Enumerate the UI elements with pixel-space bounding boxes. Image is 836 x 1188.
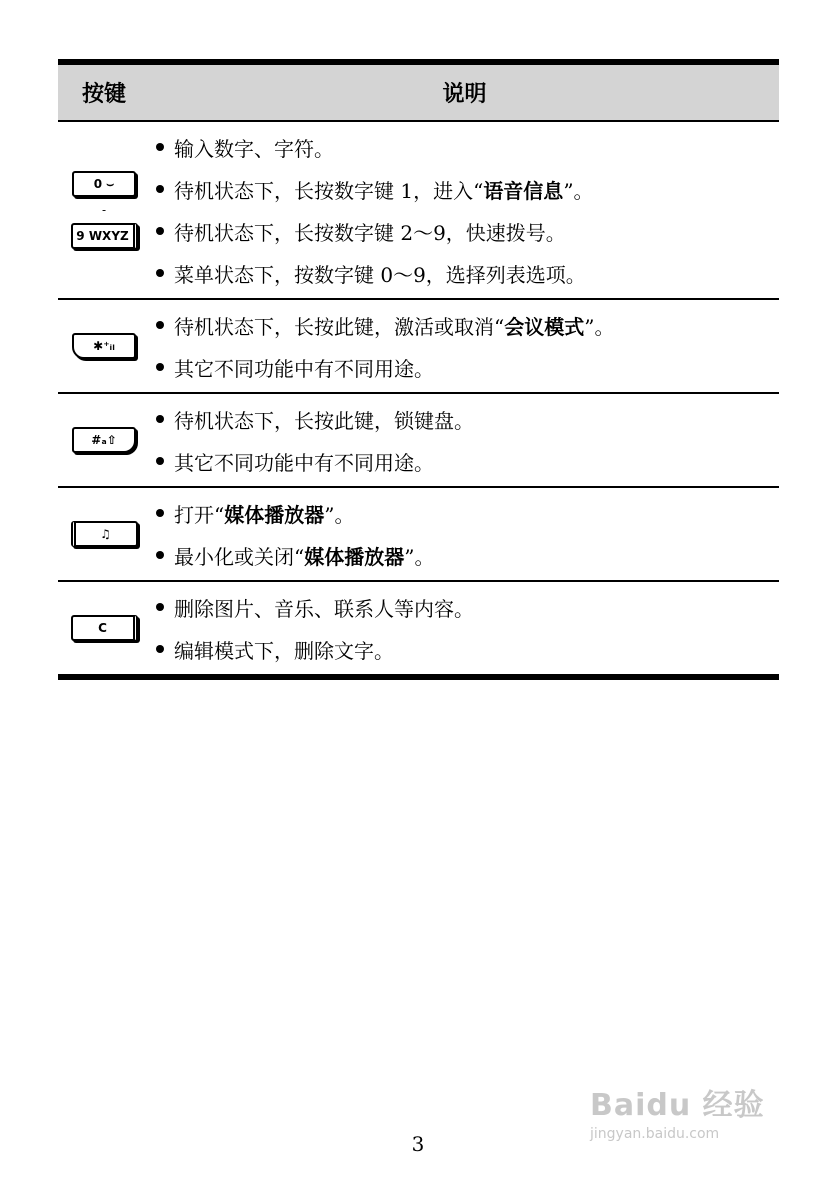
header-desc: 说明 [442, 82, 487, 107]
header-key: 按键 [81, 82, 126, 107]
bullet-icon [156, 321, 164, 329]
hash-key-icon: #ₐ⇧ [72, 427, 136, 453]
item-text: 待机状态下，长按此键，激活或取消“ [174, 314, 505, 339]
bullet-icon [156, 143, 164, 151]
item-text: 待机状态下，长按数字键 2～9，快速拨号。 [174, 220, 566, 245]
list-item [156, 304, 779, 346]
item-text: 打开“ [174, 502, 225, 527]
item-text-end: ”。 [324, 502, 355, 527]
list-item [156, 492, 779, 534]
item-text: 编辑模式下，删除文字。 [174, 638, 394, 663]
item-term: 媒体播放器 [224, 502, 325, 527]
watermark-brand: Baidu 经验 [590, 1088, 765, 1123]
list-item [156, 398, 779, 440]
page-number: 3 [411, 1132, 425, 1156]
item-text: 其它不同功能中有不同用途。 [174, 450, 434, 475]
item-text: 输入数字、字符。 [174, 136, 334, 161]
desc-cell [150, 582, 779, 674]
item-term: 媒体播放器 [304, 544, 405, 569]
list-item [156, 534, 779, 576]
list-item [156, 346, 779, 388]
desc-cell [150, 300, 779, 392]
table-bottom-rule [58, 674, 779, 680]
watermark-url: jingyan.baidu.com [590, 1126, 720, 1142]
list-item [156, 126, 779, 168]
key-separator: - [101, 203, 107, 217]
bullet-icon [156, 457, 164, 465]
bullet-icon [156, 645, 164, 653]
list-item [156, 168, 779, 210]
list-item [156, 628, 779, 670]
item-text: 待机状态下，长按此键，锁键盘。 [174, 408, 474, 433]
item-text: 待机状态下，长按数字键 1，进入“ [174, 178, 484, 203]
item-text: 菜单状态下，按数字键 0～9，选择列表选项。 [174, 262, 586, 287]
key-cell [58, 122, 150, 298]
list-item [156, 252, 779, 294]
bullet-icon [156, 227, 164, 235]
list-item [156, 586, 779, 628]
bullet-icon [156, 185, 164, 193]
key-cell [58, 488, 150, 580]
bullet-icon [156, 415, 164, 423]
table-row [58, 488, 779, 580]
clear-key-icon: C [71, 615, 138, 641]
item-text: 其它不同功能中有不同用途。 [174, 356, 434, 381]
list-item [156, 440, 779, 482]
key-cell [58, 394, 150, 486]
item-text: 删除图片、音乐、联系人等内容。 [174, 596, 474, 621]
item-text: 最小化或关闭“ [174, 544, 305, 569]
key-table [58, 59, 779, 680]
item-text-end: ”。 [584, 314, 615, 339]
nine-key-icon: 9 WXYZ [71, 223, 138, 249]
bullet-icon [156, 551, 164, 559]
key-cell [58, 582, 150, 674]
bullet-icon [156, 363, 164, 371]
bullet-icon [156, 509, 164, 517]
zero-key-icon: 0 ⌣ [72, 171, 136, 197]
bullet-icon [156, 269, 164, 277]
table-row [58, 394, 779, 486]
table-row [58, 300, 779, 392]
table-row [58, 582, 779, 674]
item-term: 会议模式 [504, 314, 585, 339]
item-text-end: ”。 [404, 544, 435, 569]
table-row [58, 122, 779, 298]
table-header [58, 65, 779, 120]
bullet-icon [156, 603, 164, 611]
desc-cell [150, 488, 779, 580]
star-key-icon: ✱⁺ᵢₗ [72, 333, 136, 359]
key-cell [58, 300, 150, 392]
music-key-icon: ♫ [71, 521, 138, 547]
item-text-end: ”。 [563, 178, 594, 203]
desc-cell [150, 122, 779, 298]
desc-cell [150, 394, 779, 486]
list-item [156, 210, 779, 252]
item-term: 语音信息 [483, 178, 564, 203]
